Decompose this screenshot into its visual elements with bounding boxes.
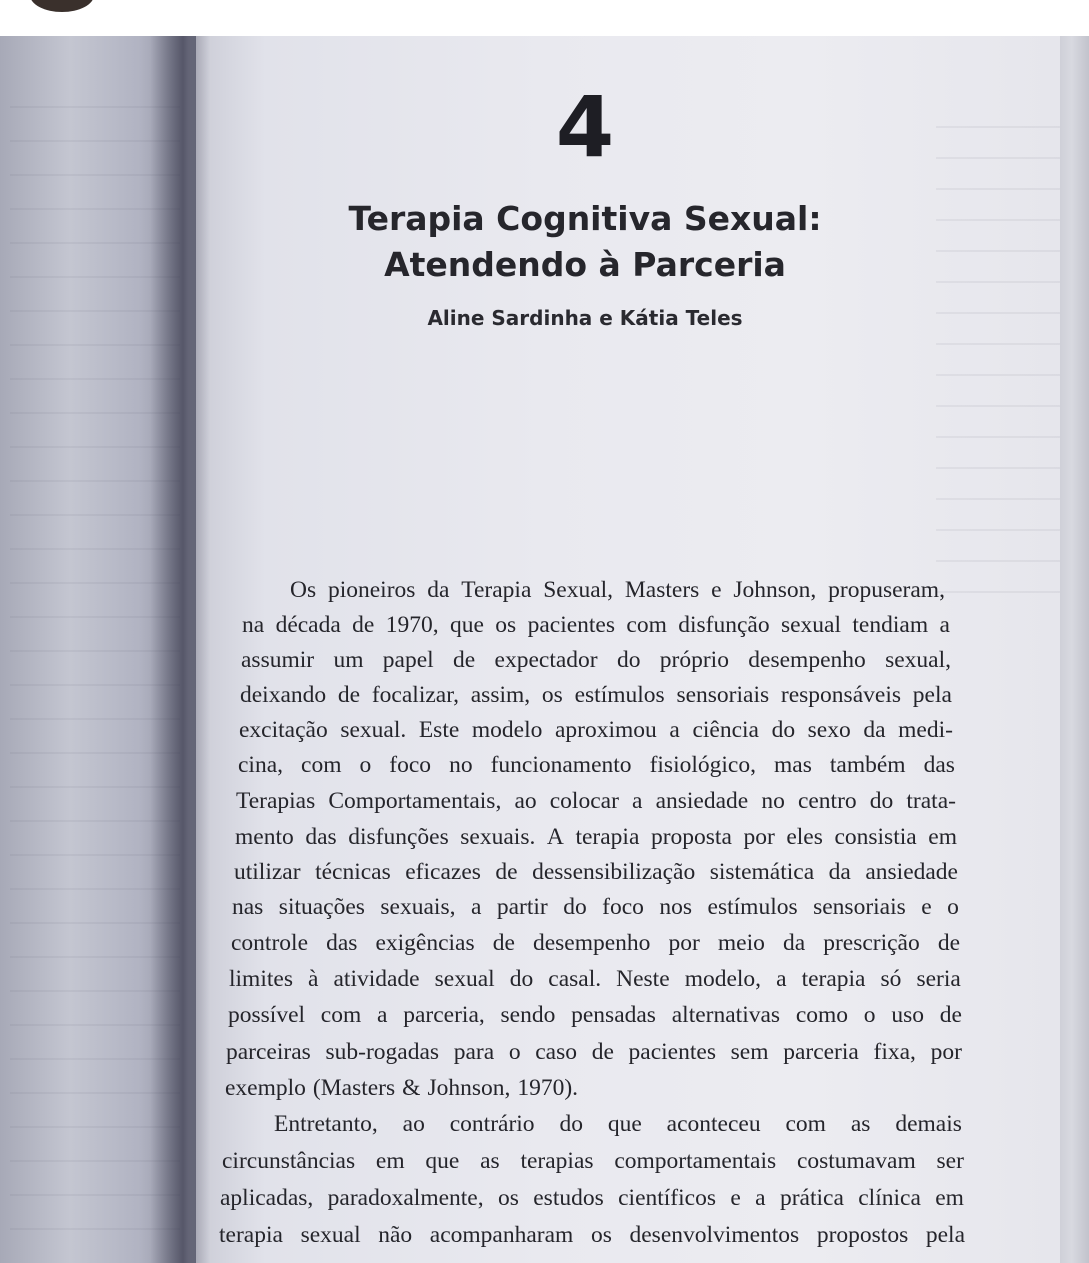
body-text-line: circunstâncias em que as terapias comportamentais costumavam ser (222, 1148, 964, 1174)
chapter-number: 4 (555, 78, 615, 176)
body-text-line: Entretanto, ao contrário do que aconteceu com as demais (274, 1111, 962, 1137)
body-text-line: limites à atividade sexual do casal. Neste modelo, a terapia só seria (229, 966, 961, 992)
body-text-line: parceiras sub-rogadas para o caso de pacientes sem parceria fixa, por (226, 1039, 962, 1065)
body-text-line: controle das exigências de desempenho por meio da prescrição de (231, 930, 960, 956)
body-text-line: Terapias Comportamentais, ao colocar a ansiedade no centro do trata- (236, 788, 956, 814)
body-text-line: excitação sexual. Este modelo aproximou a ciência do sexo da medi- (239, 717, 953, 743)
body-text-line: possível com a parceria, sendo pensadas alternativas como o uso de (228, 1002, 962, 1028)
body-text-line: assumir um papel de expectador do próprio desempenho sexual, (241, 647, 951, 673)
chapter-title-line: Atendendo à Parceria (384, 245, 786, 284)
body-text-line: terapia sexual não acompanharam os desenvolvimentos propostos pela (219, 1222, 965, 1248)
chapter-authors: Aline Sardinha e Kátia Teles (427, 306, 743, 330)
body-text-line: exemplo (Masters & Johnson, 1970). (225, 1075, 579, 1101)
body-text-line: Os pioneiros da Terapia Sexual, Masters e Johnson, propuseram, (290, 577, 945, 603)
body-text-line: aplicadas, paradoxalmente, os estudos científicos e a prática clínica em (220, 1185, 964, 1211)
body-text-line: cina, com o foco no funcionamento fisiológico, mas também das (238, 752, 955, 778)
body-text-line: nas situações sexuais, a partir do foco nos estímulos sensoriais e o (232, 894, 959, 920)
chapter-title-line: Terapia Cognitiva Sexual: (348, 199, 822, 238)
body-text-line: utilizar técnicas eficazes de dessensibilização sistemática da ansiedade (234, 859, 958, 885)
body-text-line: na década de 1970, que os pacientes com disfunção sexual tendiam a (242, 612, 950, 638)
body-text-line: deixando de focalizar, assim, os estímulos sensoriais responsáveis pela (240, 682, 952, 708)
body-text-line: mento das disfunções sexuais. A terapia proposta por eles consistia em (235, 824, 957, 850)
